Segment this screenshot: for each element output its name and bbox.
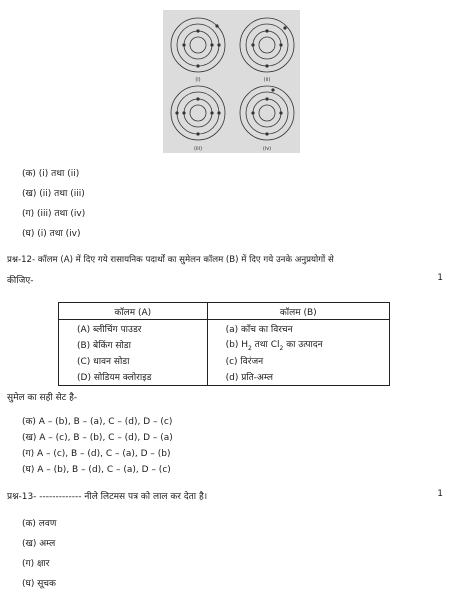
q13-option-kha[interactable]: (ख) अम्ल	[22, 539, 56, 549]
q13-marks: 1	[437, 489, 443, 499]
column-b-header: कॉलम (B)	[207, 303, 389, 320]
atom-diagram-ii	[240, 18, 294, 72]
column-a-item: (C) धावन सोडा	[59, 353, 208, 369]
q11-option-ka[interactable]: (क) (i) तथा (ii)	[22, 169, 80, 179]
column-b-item: (b) $H_2$ तथा $Cl_2$ का उत्पादन	[207, 336, 389, 353]
q13-option-ka[interactable]: (क) लवण	[22, 519, 57, 529]
column-a-item: (D) सोडियम क्लोराइड	[59, 369, 208, 386]
figure-label-iv: (iv)	[262, 146, 272, 152]
figure-label-iii: (iii)	[193, 146, 203, 152]
q12-prompt: सुमेल का सही सेट है-	[7, 393, 78, 403]
column-a-item: (B) बेकिंग सोडा	[59, 336, 208, 353]
q12-option-ga[interactable]: (ग) A – (c), B – (d), C – (a), D – (b)	[22, 449, 171, 459]
q11-option-gha[interactable]: (घ) (i) तथा (iv)	[22, 229, 81, 239]
q13-option-gha[interactable]: (घ) सूचक	[22, 579, 56, 589]
figure-label-i: (i)	[195, 77, 201, 83]
q11-option-ga[interactable]: (ग) (iii) तथा (iv)	[22, 209, 86, 219]
figure-label-ii: (ii)	[263, 77, 271, 83]
atom-diagrams-svg	[163, 10, 300, 153]
column-a-header: कॉलम (A)	[59, 303, 208, 320]
q11-option-kha[interactable]: (ख) (ii) तथा (iii)	[22, 189, 85, 199]
q13-text: प्रश्न-13- ------------- नीले लिटमस पत्र को लाल कर देता है।	[7, 492, 208, 502]
q12-marks: 1	[437, 273, 443, 283]
q12-option-ka[interactable]: (क) A – (b), B – (a), C – (d), D – (c)	[22, 417, 173, 427]
column-b-item: (a) काँच का विरचन	[207, 320, 389, 337]
atom-diagram-iv	[240, 86, 294, 140]
column-b-item: (c) विरंजन	[207, 353, 389, 369]
q12-text-cont: कीजिए-	[7, 276, 34, 286]
q12-option-kha[interactable]: (ख) A – (c), B – (b), C – (d), D – (a)	[22, 433, 173, 443]
q12-match-table	[58, 302, 390, 386]
column-b-item: (d) प्रति-अम्ल	[207, 369, 389, 386]
q12-option-gha[interactable]: (घ) A – (b), B – (d), C – (a), D – (c)	[22, 465, 171, 475]
atom-diagram-iii	[171, 86, 225, 140]
q13-option-ga[interactable]: (ग) क्षार	[22, 559, 50, 569]
atom-diagram-i	[171, 18, 225, 72]
q12-text: प्रश्न-12- कॉलम (A) में दिए गये रासायनिक पदार्थों का सुमेलन कॉलम (B) में दिए गये उनके अनुप्रयोगों से	[7, 255, 334, 265]
atom-diagrams-figure	[163, 10, 300, 153]
column-a-item: (A) ब्लीचिंग पाउडर	[59, 320, 208, 337]
